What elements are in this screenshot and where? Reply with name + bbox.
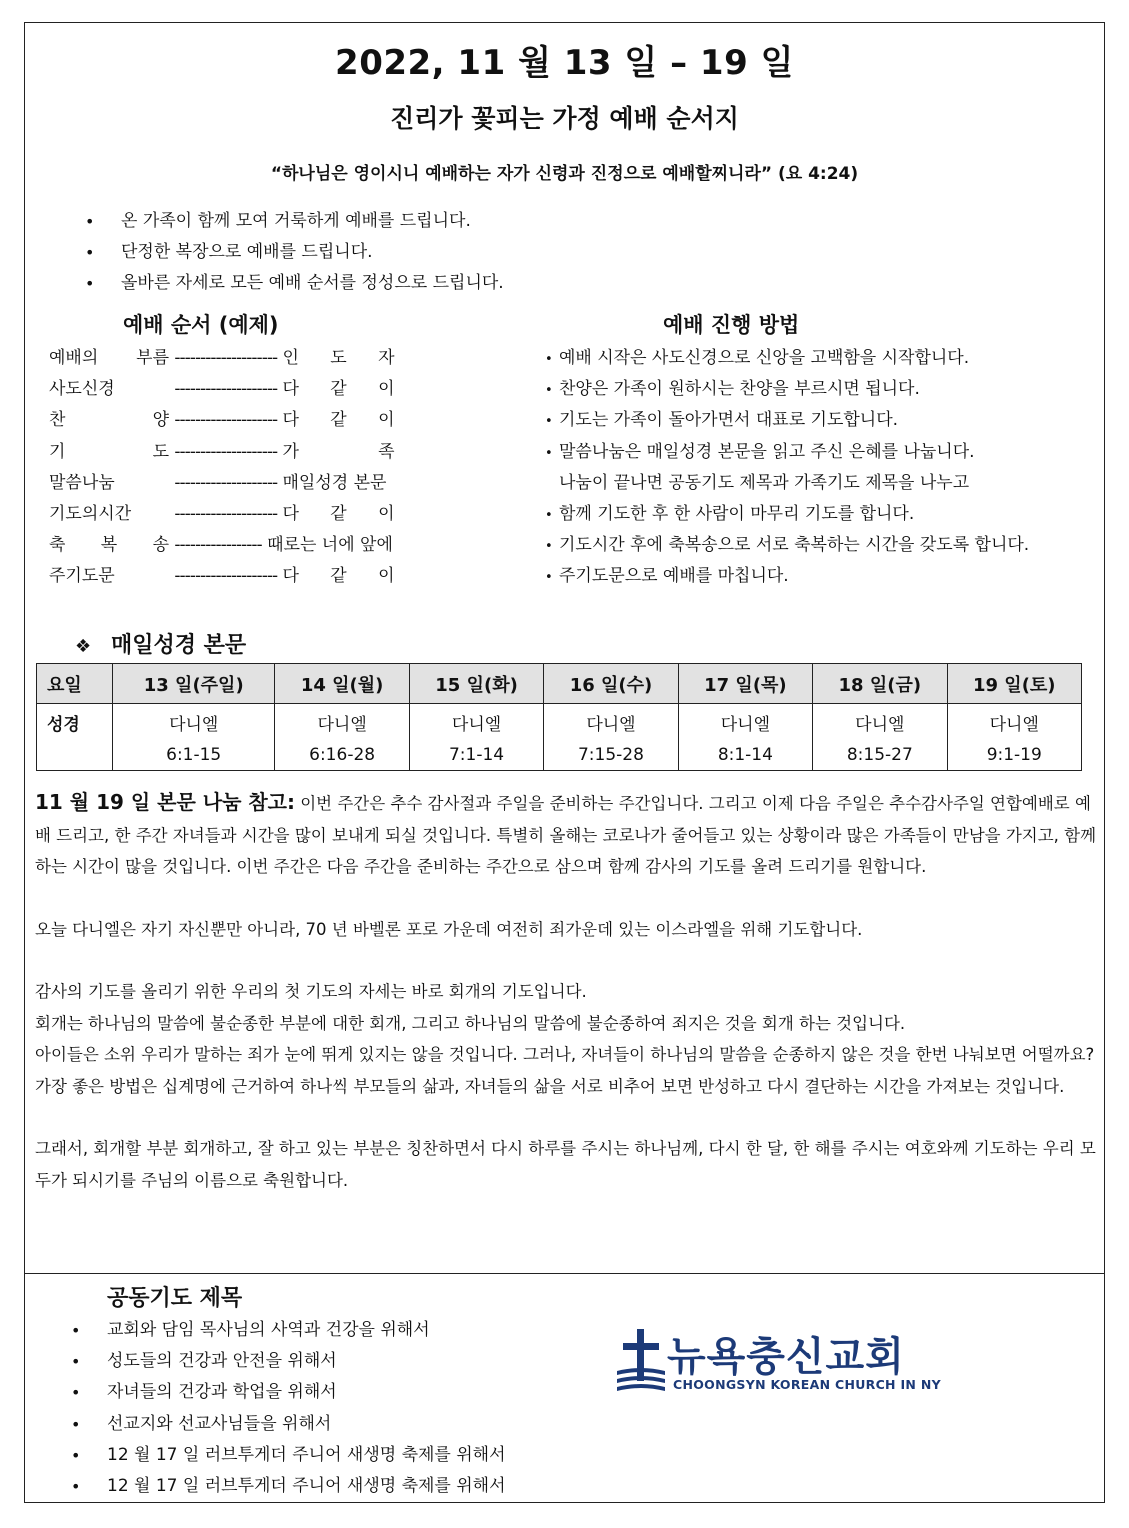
method-text: 찬양은 가족이 원하시는 찬양을 부르시면 됩니다. [559,379,920,400]
order-name: 찬 양 [49,410,169,431]
prayer-item: • 성도들의 건강과 안전을 위해서 [71,1346,506,1377]
prayer-heading: 공동기도 제목 [107,1286,243,1311]
prayer-item: • 자녀들의 건강과 학업을 위해서 [71,1377,506,1408]
order-row [49,374,395,405]
table-header-cell: 15 일(화) [409,664,543,704]
table-cell [678,704,812,771]
order-row [49,468,395,499]
bullet: • [545,445,553,461]
order-dash: -------------------- [174,441,278,462]
note-text: 이번 주간은 추수 감사절과 주일을 준비하는 주간입니다. 그리고 이제 다음 주일은 추수감사주일 연합예배로 예배 드리고, 한 주간 자녀들과 시간을 많이 보내게 되실 것입니다. 특별히 올해는 코로나가 줄어들고 있는 상황이라 많은 가족들이 만남을 가지고, 함께 하는 시간이 많을 것입니다. 이번 주간은 다음 주간을 준비하는 주간으로 삼으며 함께 감사의 기도를 올려 드리기를 원합니다. [35,794,1097,876]
page-title: 2022, 11 월 13 일 – 19 일 [335,43,794,83]
order-name: 기 도 [49,441,169,462]
guideline-item: • 단정한 복장으로 예배를 드립니다. [85,237,504,268]
method-row [545,405,1029,436]
note-paragraph: 회개는 하나님의 말씀에 불순종한 부분에 대한 회개, 그리고 하나님의 말씀에 불순종하여 죄지은 것을 회개 하는 것입니다. [35,1013,906,1033]
order-name: 예배의 부름 [49,348,169,368]
prayer-item: • 12 월 17 일 러브투게더 주니어 새생명 축제를 위해서 [71,1440,506,1471]
order-row [49,343,395,374]
order-dash: -------------------- [174,503,278,524]
bullet: • [545,539,553,555]
book-name: 다니엘 [586,715,636,735]
table-row [37,704,1082,771]
guideline-item: • 온 가족이 함께 모여 거룩하게 예배를 드립니다. [85,206,504,237]
bible-heading-text: 매일성경 본문 [111,633,247,658]
method-text: 주기도문으로 예배를 마칩니다. [559,566,789,587]
logo-english: CHOONGSYN KOREAN CHURCH IN NY [673,1377,941,1392]
table-cell [947,704,1081,771]
bullet: • [545,570,553,586]
worship-order [49,343,395,593]
cross-icon [615,1325,667,1397]
logo-korean: 뉴욕충신교회 [667,1334,905,1380]
note-lead: 11 월 19 일 본문 나눔 참고: [35,790,295,814]
order-name: 축 복 송 [49,535,169,556]
method-row [545,343,1029,374]
order-who: 다 같 이 [282,410,395,431]
table-header-cell: 18 일(금) [813,664,947,704]
method-row [545,499,1029,530]
order-who: 때로는 너에 앞에 [267,535,393,556]
note-paragraph: 그래서, 회개할 부분 회개하고, 잘 하고 있는 부분은 칭찬하면서 다시 하루를 주시는 하나님께, 다시 한 달, 한 해를 주시는 여호와께 기도하는 우리 모두가 되시기를 주님의 이름으로 축원합니다. [35,1139,1096,1190]
verse-range: 6:16-28 [309,745,376,765]
table-cell [113,704,275,771]
table-cell [544,704,678,771]
order-dash: -------------------- [174,410,278,431]
worship-method [545,343,1029,593]
order-who: 가 족 [282,441,395,462]
method-text: 기도시간 후에 축복송으로 서로 축복하는 시간을 갖도록 합니다. [559,535,1030,556]
table-header-row [37,664,1082,704]
book-name: 다니엘 [855,715,905,735]
order-name: 주기도문 [49,566,115,587]
book-name: 다니엘 [169,715,219,735]
prayer-item: • 교회와 담임 목사님의 사역과 건강을 위해서 [71,1315,506,1346]
note-paragraph: 오늘 다니엘은 자기 자신뿐만 아니라, 70 년 바벨론 포로 가운데 여전히 죄가운데 있는 이스라엘을 위해 기도합니다. [35,919,863,939]
table-cell [275,704,409,771]
book-name: 다니엘 [317,715,367,735]
verse-range: 6:1-15 [166,745,222,765]
bible-heading [75,628,246,659]
verse-range: 8:15-27 [846,745,913,765]
table-header-cell: 16 일(수) [544,664,678,704]
order-heading: 예배 순서 (예제) [123,313,279,337]
method-text: 함께 기도한 후 한 사람이 마무리 기도를 합니다. [559,503,915,524]
table-header-cell: 17 일(목) [678,664,812,704]
method-text: 나눔이 끝나면 공동기도 제목과 가족기도 제목을 나누고 [559,472,970,493]
bullet: • [545,383,553,399]
verse-range: 7:1-14 [448,745,505,765]
note-paragraph [35,787,1101,883]
method-row [545,561,1029,592]
order-who: 인 도 자 [282,348,395,368]
method-row [545,374,1029,405]
scripture-verse: “하나님은 영이시니 예배하는 자가 신령과 진정으로 예배할찌니라” (요 4:24) [270,164,859,184]
prayer-item: • 12 월 17 일 러브투게더 주니어 새생명 축제를 위해서 [71,1471,506,1502]
method-row [545,530,1029,561]
order-row [49,561,395,592]
book-name: 다니엘 [720,715,771,735]
method-text: 기도는 가족이 돌아가면서 대표로 기도합니다. [559,410,899,431]
order-name: 말씀나눔 [49,472,115,493]
worship-bulletin [24,22,1105,1503]
order-who: 다 같 이 [282,566,395,587]
verse-range: 9:1-19 [986,745,1042,765]
order-row [49,499,395,530]
bible-reading-table [36,663,1082,771]
sharing-note [35,787,1101,1196]
method-row [545,437,1029,468]
order-name: 사도신경 [49,379,115,400]
method-row [545,468,1029,499]
method-text: 예배 시작은 사도신경으로 신앙을 고백함을 시작합니다. [559,348,970,368]
order-dash: ----------------- [174,535,262,556]
table-header-cell: 요일 [37,664,113,704]
note-paragraph: 감사의 기도를 올리기 위한 우리의 첫 기도의 자세는 바로 회개의 기도입니다. [35,982,587,1001]
verse-range: 7:15-28 [577,745,644,765]
table-header-cell: 14 일(월) [275,664,409,704]
method-heading: 예배 진행 방법 [663,313,800,337]
table-header-cell: 13 일(주일) [113,664,275,704]
order-who: 다 같 이 [282,503,395,524]
order-who: 다 같 이 [282,379,395,400]
table-row-label: 성경 [37,704,113,771]
church-logo [615,1325,945,1397]
bullet: • [545,414,553,430]
page-subtitle: 진리가 꽃피는 가정 예배 순서지 [390,104,739,133]
table-cell [409,704,543,771]
order-dash: -------------------- [174,379,278,400]
table-header-cell: 19 일(토) [947,664,1081,704]
guideline-list [85,206,504,299]
order-row [49,530,395,561]
prayer-list [71,1315,506,1502]
note-paragraph: 아이들은 소위 우리가 말하는 죄가 눈에 뛰게 있지는 않을 것입니다. 그러나, 자녀들이 하나님의 말씀을 순종하지 않은 것을 한번 나눠보면 어떨까요? 가장 좋은 방법은 십계명에 근거하여 하나씩 부모들의 삶과, 자녀들의 삶을 서로 비추어 보면 반성하고 다시 결단하는 시간을 가져보는 것입니다. [35,1045,1095,1096]
order-row [49,405,395,436]
diamond-icon: ❖ [75,636,92,657]
guideline-item: • 올바른 자세로 모든 예배 순서를 정성으로 드립니다. [85,268,504,299]
table-cell [813,704,947,771]
bullet: • [545,507,553,523]
bullet: • [545,352,553,367]
order-dash: -------------------- [174,566,278,587]
verse-range: 8:1-14 [717,745,773,765]
order-who: 매일성경 본문 [282,472,387,493]
method-text: 말씀나눔은 매일성경 본문을 읽고 주신 은혜를 나눕니다. [559,441,975,462]
section-divider [25,1273,1104,1274]
order-row [49,437,395,468]
prayer-item: • 선교지와 선교사님들을 위해서 [71,1409,506,1440]
book-name: 다니엘 [989,715,1039,735]
book-name: 다니엘 [451,715,502,735]
order-dash: -------------------- [174,472,278,493]
order-name: 기도의시간 [49,503,132,524]
order-dash: -------------------- [174,348,278,368]
